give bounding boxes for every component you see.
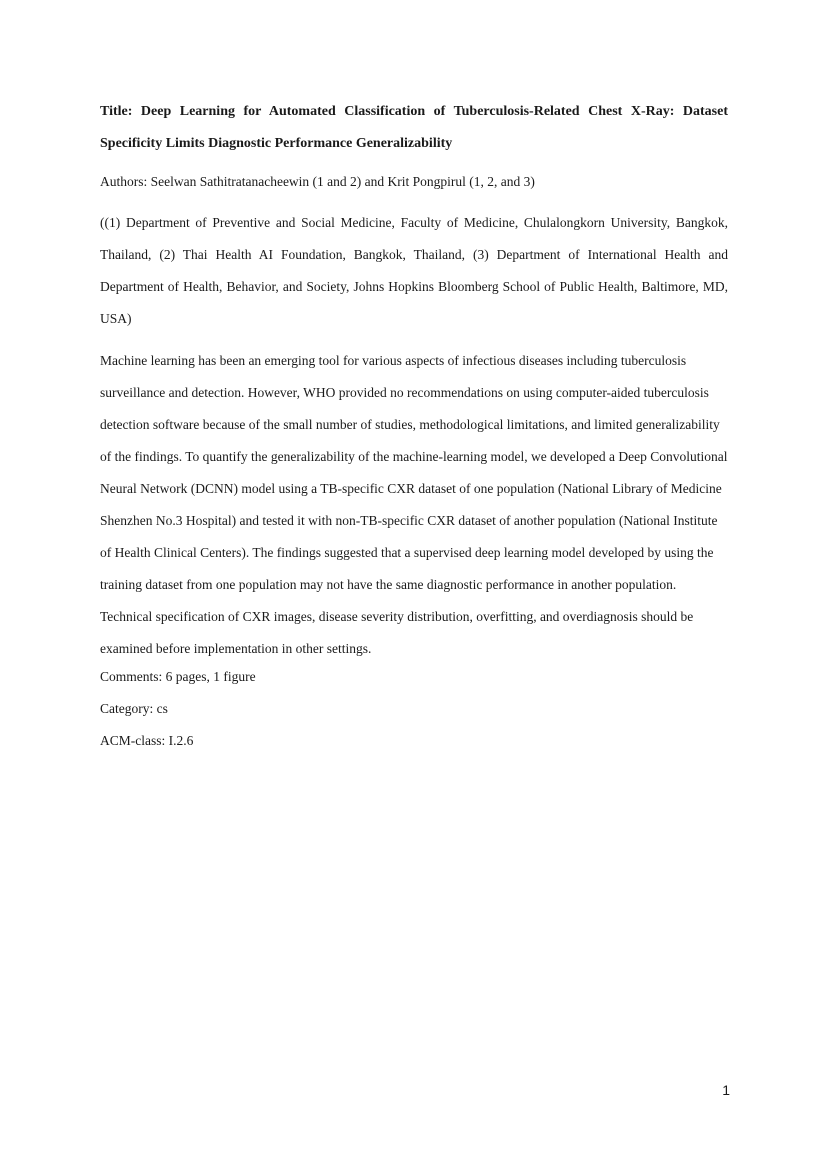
affiliations: ((1) Department of Preventive and Social Medicine, Faculty of Medicine, Chulalongkorn University, Bangkok, Thailand, (2) Thai Health AI Foundation, Bangkok, Thailand, (3) Department of International Health and Department of Health, Behavior, and Society, Johns Hopkins Bloomberg School of Public Health, Baltimore, MD, USA) bbox=[100, 215, 728, 326]
acm-class-line: ACM-class: I.2.6 bbox=[100, 733, 194, 748]
abstract-paragraph: Machine learning has been an emerging tool for various aspects of infectious diseases including tuberculosis surveillance and detection. However, WHO provided no recommendations on using computer-aided tuberculosis detection software because of the small number of studies, methodological limitations, and limited generalizability of the findings. To quantify the generalizability of the machine-learning model, we developed a Deep Convolutional Neural Network (DCNN) model using a TB-specific CXR dataset of one population (National Library of Medicine Shenzhen No.3 Hospital) and tested it with non-TB-specific CXR dataset of another population (National Institute of Health Clinical Centers). The findings suggested that a supervised deep learning model developed by using the training dataset from one population may not have the same diagnostic performance in another population. Technical specification of CXR images, disease severity distribution, overfitting, and overdiagnosis should be examined before implementation in other settings. bbox=[100, 353, 728, 656]
comments-line: Comments: 6 pages, 1 figure bbox=[100, 669, 256, 684]
paper-title: Title: Deep Learning for Automated Classification of Tuberculosis-Related Chest X-Ray: Dataset Specificity Limits Diagnostic Performance Generalizability bbox=[100, 104, 728, 151]
paper-page bbox=[100, 96, 728, 763]
category-line: Category: cs bbox=[100, 701, 168, 716]
page-number: 1 bbox=[722, 1082, 730, 1098]
authors-line: Authors: Seelwan Sathitratanacheewin (1 and 2) and Krit Pongpirul (1, 2, and 3) bbox=[100, 174, 535, 189]
